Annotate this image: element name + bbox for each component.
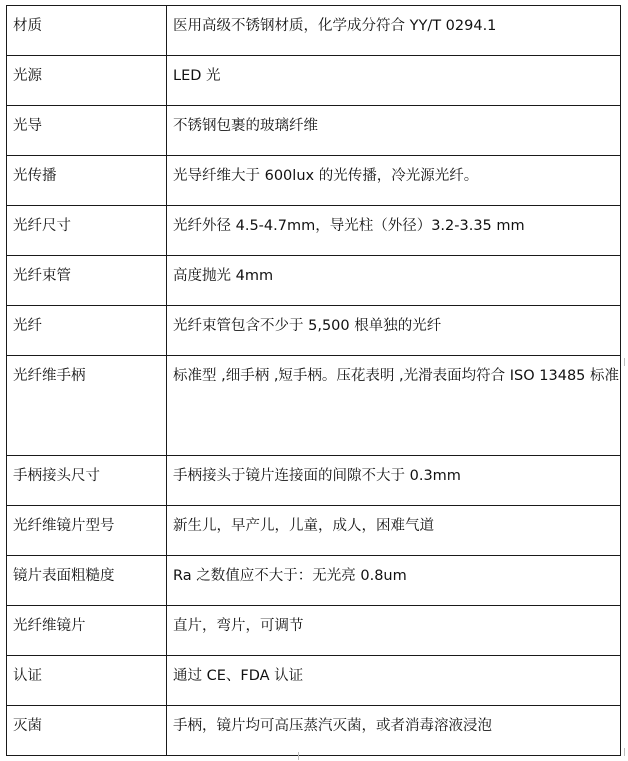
row-label: 手柄接头尺寸 [7,456,167,506]
row-value: 高度抛光 4mm [167,256,621,306]
table-row [7,306,621,356]
row-label: 光源 [7,56,167,106]
table-row [7,556,621,606]
table-row [7,56,621,106]
row-value: 通过 CE、FDA 认证 [167,656,621,706]
table-row [7,506,621,556]
row-label: 光纤 [7,306,167,356]
row-value: 光纤外径 4.5-4.7mm，导光柱（外径）3.2-3.35 mm [167,206,621,256]
table-row [7,6,621,56]
table-row [7,456,621,506]
row-value: 手柄，镜片均可高压蒸汽灭菌，或者消毒溶液浸泡 [167,706,621,756]
row-value: Ra 之数值应不大于：无光亮 0.8um [167,556,621,606]
table-row [7,106,621,156]
table-row [7,606,621,656]
row-value: 手柄接头于镜片连接面的间隙不大于 0.3mm [167,456,621,506]
row-value: 标准型 ,细手柄 ,短手柄。压花表明 ,光滑表面均符合 ISO 13485 标准 [167,356,621,456]
row-label: 光纤束管 [7,256,167,306]
row-value: LED 光 [167,56,621,106]
row-label: 镜片表面粗糙度 [7,556,167,606]
table-row [7,256,621,306]
row-value: 不锈钢包裹的玻璃纤维 [167,106,621,156]
row-value: 光纤束管包含不少于 5,500 根单独的光纤 [167,306,621,356]
table-row [7,206,621,256]
row-label: 光纤维手柄 [7,356,167,456]
row-label: 光导 [7,106,167,156]
row-value: 医用高级不锈钢材质，化学成分符合 YY/T 0294.1 [167,6,621,56]
row-value: 光导纤维大于 600lux 的光传播，冷光源光纤。 [167,156,621,206]
page-edge-mark [624,748,625,756]
row-value: 新生儿，早产儿，儿童，成人，困难气道 [167,506,621,556]
table-row [7,356,621,456]
row-label: 光传播 [7,156,167,206]
table-row [7,156,621,206]
row-value: 直片，弯片，可调节 [167,606,621,656]
spec-table [6,5,621,756]
row-label: 灭菌 [7,706,167,756]
page-edge-mark [624,358,625,366]
page-edge-mark [298,752,299,760]
row-label: 认证 [7,656,167,706]
row-label: 光纤维镜片型号 [7,506,167,556]
table-row [7,706,621,756]
row-label: 材质 [7,6,167,56]
row-label: 光纤维镜片 [7,606,167,656]
table-row [7,656,621,706]
row-label: 光纤尺寸 [7,206,167,256]
